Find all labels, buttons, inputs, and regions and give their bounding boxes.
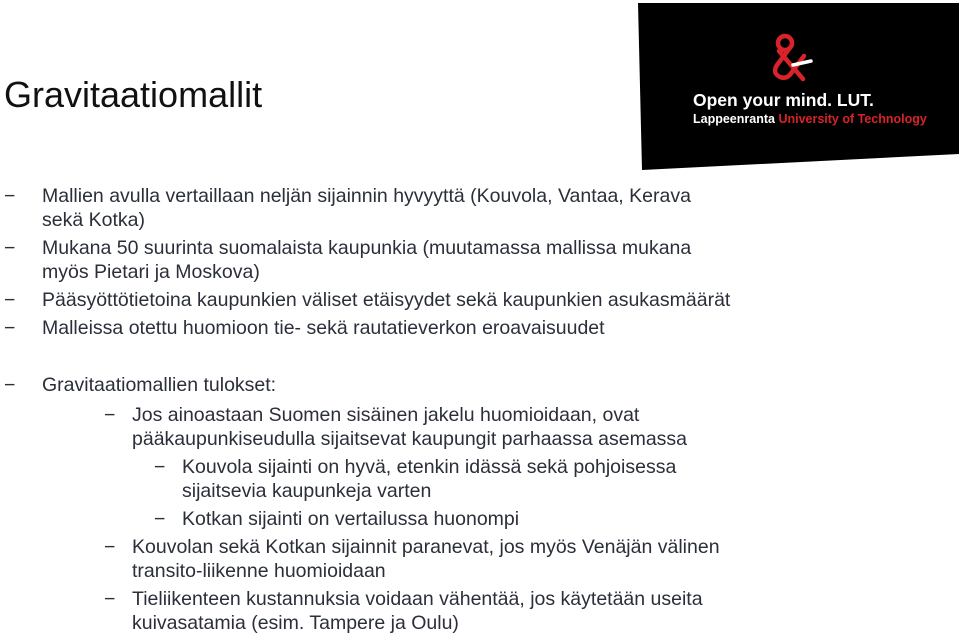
bullet-dash: −	[4, 317, 16, 339]
bullet-line: Mallien avulla vertaillaan neljän sijainnin hyvyyttä (Kouvola, Vantaa, Kerava	[42, 185, 691, 207]
bullet-line: kuivasatamia (esim. Tampere ja Oulu)	[132, 612, 459, 634]
bullet-line: Gravitaatiomallien tulokset:	[42, 374, 277, 396]
bullet-dash: −	[154, 508, 166, 530]
bullet-line: pääkaupunkiseudulla sijaitsevat kaupungit parhaassa asemassa	[132, 428, 688, 450]
bullet-line: Jos ainoastaan Suomen sisäinen jakelu huomioidaan, ovat	[132, 404, 640, 426]
bullet-text	[132, 403, 687, 451]
bullet-text	[182, 507, 519, 531]
bullet-text	[42, 373, 276, 397]
logo-university-suffix: University of Technology	[778, 112, 927, 126]
bullet-line: Tieliikenteen kustannuksia voidaan vähentää, jos käytetään useita	[132, 588, 703, 610]
bullet-dash: −	[104, 536, 116, 558]
bullet-dash: −	[4, 289, 16, 311]
bullet-line: myös Pietari ja Moskova)	[42, 261, 260, 283]
bullet-text	[132, 535, 720, 583]
bullet-text	[132, 587, 703, 635]
bullet-dash: −	[4, 237, 16, 259]
bullet-line: sijaitsevia kaupunkeja varten	[182, 480, 432, 502]
bullet-line: Pääsyöttötietoina kaupunkien väliset etäisyydet sekä kaupunkien asukasmäärät	[42, 289, 731, 311]
bullet-dash: −	[4, 185, 16, 207]
bullet-text	[182, 455, 676, 503]
bullet-dash: −	[154, 456, 166, 478]
bullet-line: Kotkan sijainti on vertailussa huonompi	[182, 508, 520, 530]
logo-tagline: Open your mind. LUT.	[693, 90, 874, 110]
bullet-line: transito-liikenne huomioidaan	[132, 560, 386, 582]
bullet-text	[42, 236, 691, 284]
bullet-text	[42, 316, 605, 340]
bullet-text	[42, 184, 691, 232]
bullet-dash: −	[104, 404, 116, 426]
bullet-line: Malleissa otettu huomioon tie- sekä rautatieverkon eroavaisuudet	[42, 317, 605, 339]
bullet-line: Mukana 50 suurinta suomalaista kaupunkia (muutamassa mallissa mukana	[42, 237, 692, 259]
logo-university-prefix: Lappeenranta	[693, 112, 779, 126]
bullet-line: Kouvola sijainti on hyvä, etenkin idässä sekä pohjoisessa	[182, 456, 677, 478]
bullet-line: Kouvolan sekä Kotkan sijainnit paranevat, jos myös Venäjän välinen	[132, 536, 720, 558]
bullet-dash: −	[4, 374, 16, 396]
slide-title: Gravitaatiomallit	[4, 74, 263, 115]
bullet-line: sekä Kotka)	[42, 209, 145, 231]
bullet-dash: −	[104, 588, 116, 610]
bullet-text	[42, 288, 730, 312]
